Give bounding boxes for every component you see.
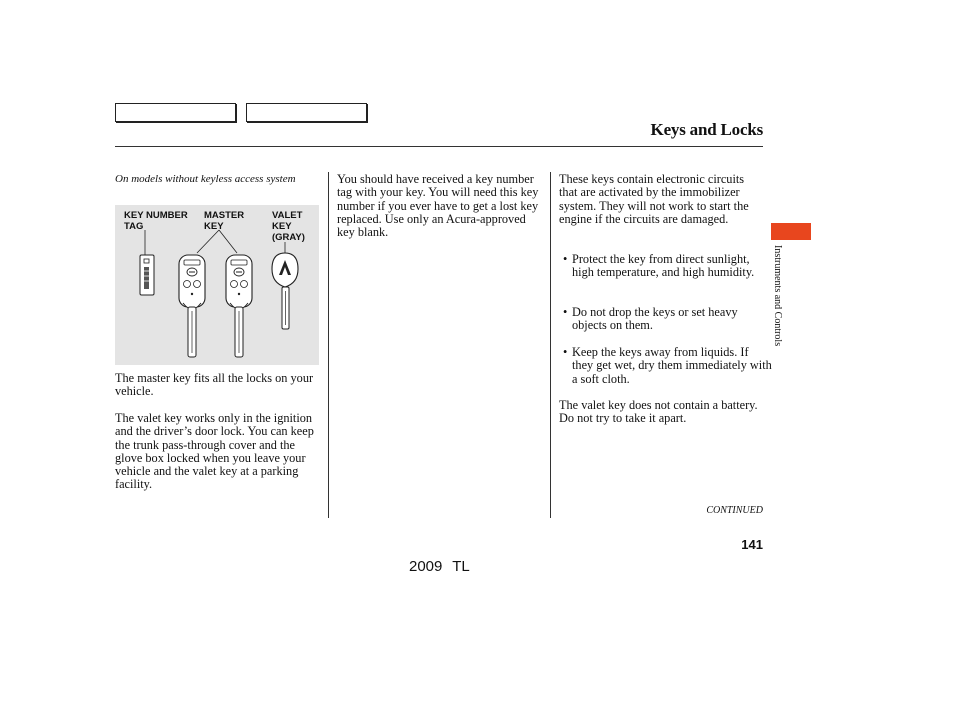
- chapter-tab-marker: [771, 223, 811, 240]
- key-number-tag-shape: [140, 255, 154, 295]
- header-rule: [115, 146, 763, 147]
- keys-drawing: [115, 205, 319, 365]
- column3-intro: These keys contain electronic circuits that are activated by the immobilizer system. They will not work to start the engine if the circuits are damaged.: [559, 172, 749, 226]
- column1-paragraph-1: The master key fits all the locks on your vehicle.: [115, 371, 314, 399]
- column-divider-1: [328, 172, 329, 518]
- bullet-item: • Keep the keys away from liquids. If they get wet, dry them immediately with a soft cloth.: [559, 346, 772, 386]
- master-key-label: MASTER KEY: [204, 210, 245, 232]
- section-title: Keys and Locks: [650, 120, 763, 139]
- valet-key-label: VALET KEY (GRAY): [272, 210, 305, 243]
- keys-illustration: [115, 205, 319, 365]
- column3-closing: The valet key does not contain a battery. Do not try to take it apart.: [559, 398, 758, 426]
- bullet-item: • Do not drop the keys or set heavy objects on them.: [559, 306, 772, 333]
- key-number-tag-label: KEY NUMBER TAG: [124, 210, 188, 232]
- header-tab-box-right: [246, 103, 367, 122]
- page-number: 141: [741, 537, 763, 552]
- header-tab-box-left: [115, 103, 236, 122]
- chapter-side-label: Instruments and Controls: [772, 245, 783, 347]
- bullet-item: • Protect the key from direct sunlight, high temperature, and high humidity.: [559, 253, 772, 280]
- column2-paragraph-1: You should have received a key number tag with your key. You will need this key number if you ever have to get a lost key replaced. Use only an Acura-approved key blank.: [337, 172, 539, 240]
- master-key-shape-2: [226, 255, 252, 357]
- master-key-shape-1: [179, 255, 205, 357]
- continued-label: CONTINUED: [706, 505, 763, 516]
- column1-paragraph-2: The valet key works only in the ignition and the driver’s door lock. You can keep the trunk pass-through cover and the glove box locked when you leave your vehicle and the valet key at a parking facility.: [115, 411, 314, 492]
- valet-key-shape: [272, 253, 298, 329]
- column-divider-2: [550, 172, 551, 518]
- footer-model: 2009 TL: [409, 558, 470, 575]
- figure-caption: On models without keyless access system: [115, 173, 296, 185]
